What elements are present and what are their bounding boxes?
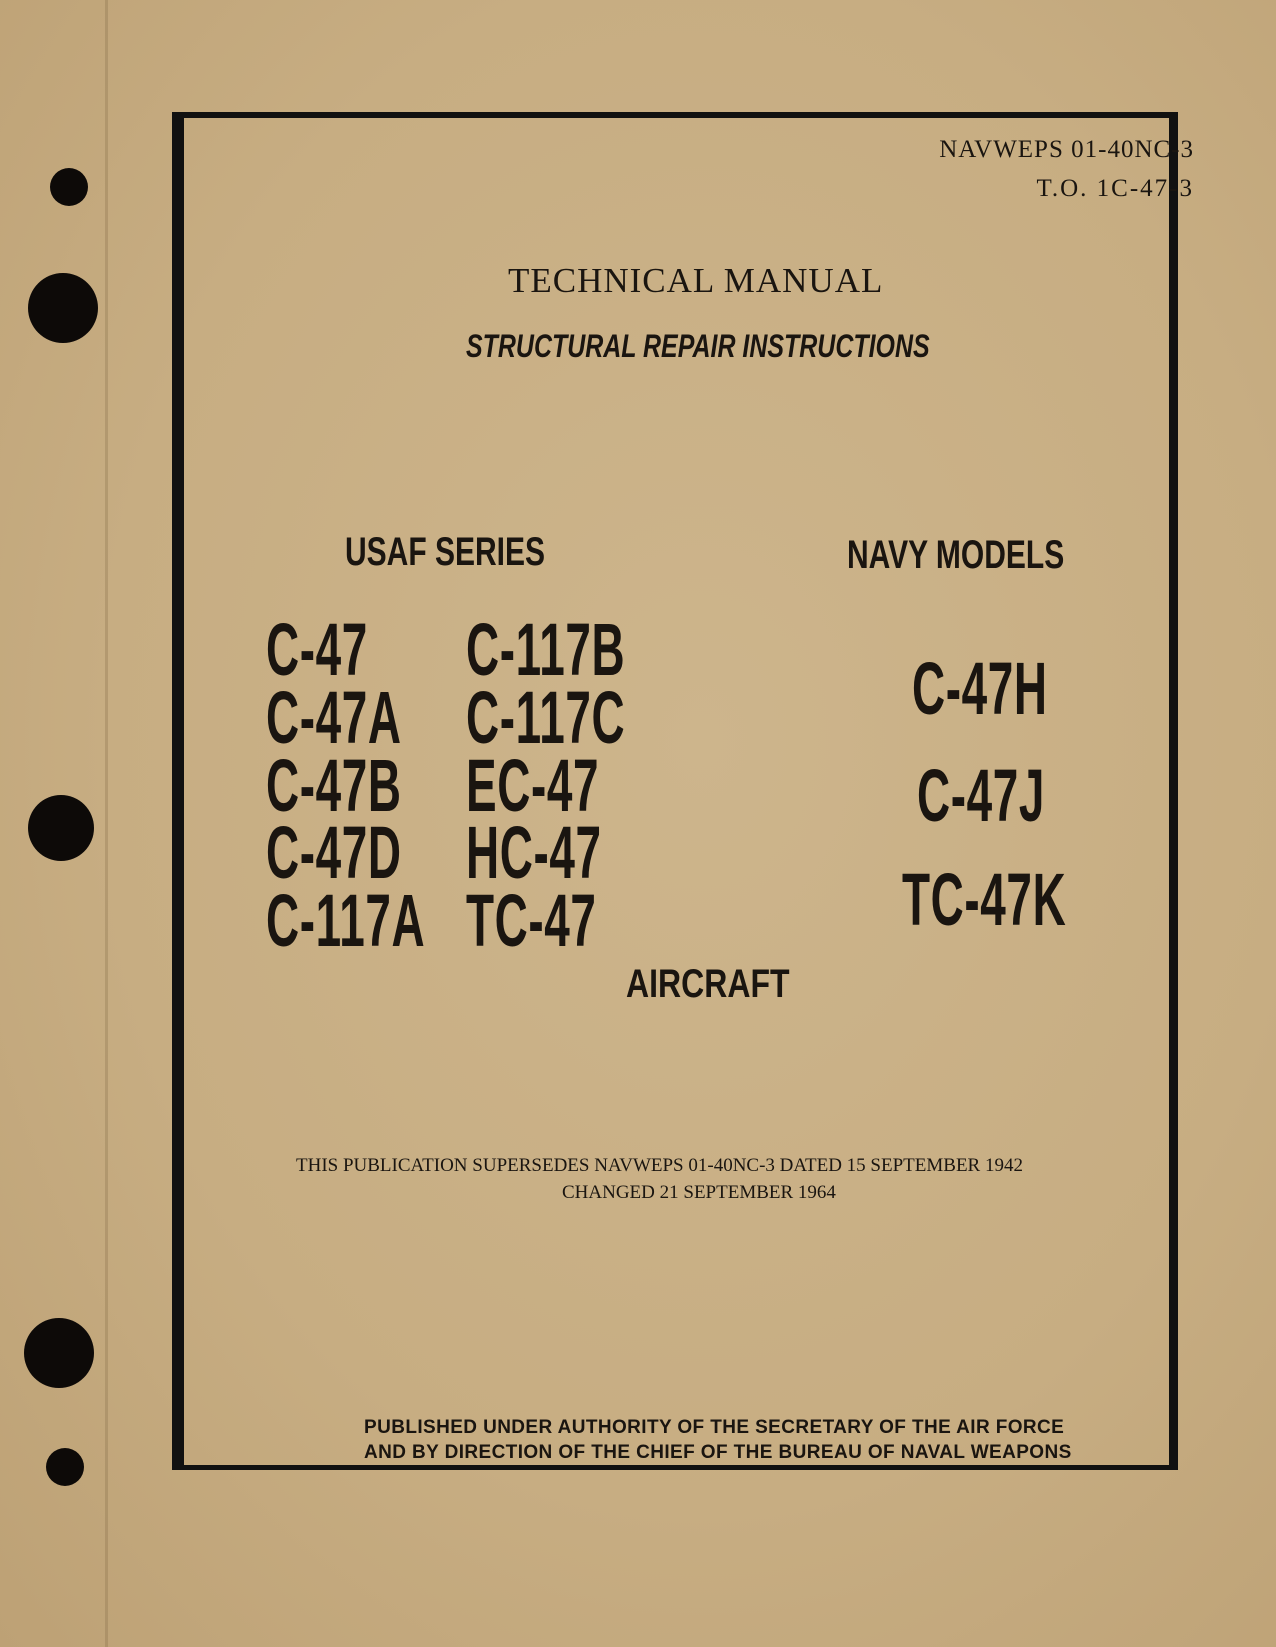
binder-hole bbox=[24, 1318, 94, 1388]
binder-hole bbox=[46, 1448, 84, 1486]
model-label: C-117C bbox=[466, 676, 626, 759]
model-label: C-47H bbox=[912, 647, 1048, 730]
model-label: C-47B bbox=[266, 744, 402, 827]
doc-number-to: T.O. 1C-47-3 bbox=[1036, 175, 1194, 202]
supersedes-line-2: CHANGED 21 SEPTEMBER 1964 bbox=[562, 1182, 836, 1203]
model-label: C-47J bbox=[917, 754, 1046, 837]
aircraft-label bbox=[626, 962, 830, 1007]
navy-model bbox=[917, 753, 1124, 838]
model-label: TC-47 bbox=[466, 879, 597, 962]
navy-model bbox=[902, 857, 1167, 942]
aircraft-label-text: AIRCRAFT bbox=[626, 962, 790, 1006]
usaf-heading bbox=[345, 530, 612, 575]
authority-line-1: PUBLISHED UNDER AUTHORITY OF THE SECRETARY OF THE AIR FORCE bbox=[364, 1417, 1065, 1438]
navy-heading-text: NAVY MODELS bbox=[847, 533, 1065, 577]
navy-heading bbox=[847, 533, 1137, 578]
model-label: C-117A bbox=[266, 879, 426, 962]
binder-hole bbox=[28, 795, 94, 861]
model-label: EC-47 bbox=[466, 744, 600, 827]
authority-line-2: AND BY DIRECTION OF THE CHIEF OF THE BUREAU OF NAVAL WEAPONS bbox=[364, 1442, 1072, 1463]
navy-model bbox=[912, 646, 1131, 731]
page-title: TECHNICAL MANUAL bbox=[508, 261, 884, 300]
model-label: C-117B bbox=[466, 608, 626, 691]
binder-hole bbox=[50, 168, 88, 206]
page-fold bbox=[105, 0, 108, 1647]
model-label: C-47D bbox=[266, 811, 402, 894]
page-subtitle bbox=[466, 328, 1060, 365]
binder-hole bbox=[28, 273, 98, 343]
supersedes-line-1: THIS PUBLICATION SUPERSEDES NAVWEPS 01-40NC-3 DATED 15 SEPTEMBER 1942 bbox=[296, 1155, 1023, 1176]
model-label: C-47A bbox=[266, 676, 402, 759]
usaf-heading-text: USAF SERIES bbox=[345, 530, 546, 574]
model-label: TC-47K bbox=[902, 858, 1067, 941]
model-label: C-47 bbox=[266, 608, 368, 691]
subtitle-text: STRUCTURAL REPAIR INSTRUCTIONS bbox=[466, 328, 930, 364]
doc-number-navweps: NAVWEPS 01-40NC-3 bbox=[939, 136, 1194, 163]
model-label: HC-47 bbox=[466, 811, 602, 894]
usaf-model bbox=[466, 878, 677, 963]
